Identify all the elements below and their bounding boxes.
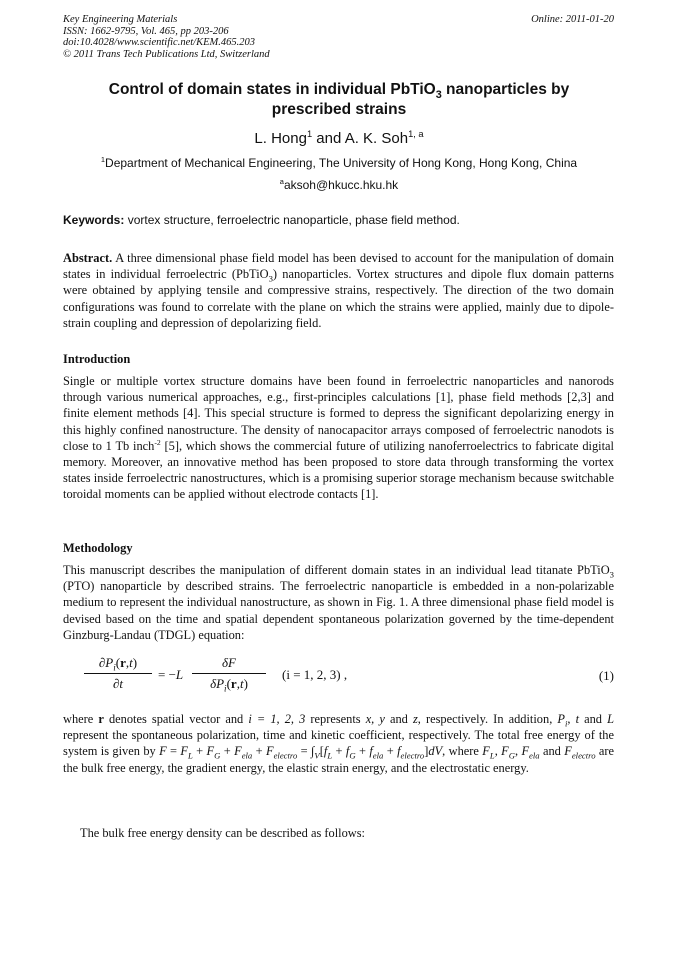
online-date: Online: 2011-01-20 bbox=[531, 14, 614, 25]
affiliation: $^1$Department of Mechanical Engineering, The University of Hong Kong, Hong Kong, China bbox=[100, 155, 578, 170]
doi-line: doi:10.4028/www.scientific.net/KEM.465.203 bbox=[63, 37, 255, 49]
abstract-label: Abstract. bbox=[63, 251, 113, 265]
introduction-body: Single or multiple vortex structure domains have been found in ferroelectric nanoparticles and nanorods through various numerical approaches, e.g., first-principles calculations [1], phase field methods [2,3] and finite element methods [4]. This special structure is formed to depress the significant depolarizing energy in this highly confined nanostructure. The density of nanocapacitor arrays composed of ferroelectric nanodots is close to 1 Tb inch$^{-2}$ [5], which shows the commercial future of utilizing nanoferroelectrics to fabricate digital memory. Moreover, an innovative method has been proposed to store data through transforming the vortex states inside ferroelectric nanostructures, which is a promising superior storage mechanism because switchable toroidal moments can be applied without electrode contacts [1]. bbox=[63, 374, 614, 502]
copyright-line: © 2011 Trans Tech Publications Ltd, Switzerland bbox=[63, 48, 270, 60]
author-soh: A. K. Soh bbox=[344, 130, 409, 147]
abstract: Abstract. A three dimensional phase field model has been devised to account for the manipulation of domain states in individual ferroelectric (PbTiO$_3$) nanoparticles. Vortex structures and dipole flux domain patterns were obtained by applying tensile and compressive strains, respectively. The direction of the two domain configurations was found to correlate with the plane on which the strains were applied, mainly due to dipole-strain coupling and depression of depolarizing field. bbox=[63, 251, 614, 330]
header-meta bbox=[63, 14, 270, 60]
methodology-paragraph-3: The bulk free energy density can be described as follows: bbox=[80, 826, 366, 840]
methodology-paragraph-1: This manuscript describes the manipulation of different domain states in an individual lead titanate PbTiO$_3$ (PTO) nanoparticle by described strains. The ferroelectric nanoparticle is embedded in a non-polarizable medium to represent the individual nanostructure, as shown in Fig. 1. A three dimensional phase field model is devised based on the time and spatial dependent spontaneous polarization governed by the time-dependent Ginzburg-Landau (TDGL) equation: bbox=[63, 563, 614, 642]
methodology-paragraph-2: where r denotes spatial vector and i = 1, 2, 3 represents x, y and z, respectively. In addition, $P_i$, t and L represent the spontaneous polarization, time and kinetic coefficient, respectively. The total free energy of the system is given by $F = F_L + F_G + F_{ela} + F_{electro} = \int_V[f_L + f_G + f_{ela} + f_{electro}]dV$, where $F_L$, $F_G$, $F_{ela}$ and $F_{electro}$ are the bulk free energy, the gradient energy, the elastic strain energy, and the electrostatic energy. bbox=[63, 712, 615, 775]
keywords-label: Keywords: bbox=[63, 213, 125, 227]
methodology-heading: Methodology bbox=[63, 541, 133, 555]
equation-range: (i = 1, 2, 3) , bbox=[282, 667, 348, 682]
paper-title: Control of domain states in individual PbTiO$_3$ nanoparticles by prescribed strains bbox=[108, 81, 570, 118]
issn-line: ISSN: 1662-9795, Vol. 465, pp 203-206 bbox=[63, 25, 229, 37]
author-hong: L. Hong bbox=[254, 130, 307, 147]
equation-number: (1) bbox=[598, 668, 614, 683]
author-email: $^a$aksoh@hkucc.hku.hk bbox=[279, 177, 399, 192]
tdgl-equation: $\frac{\partial P_i(r,t)}{\partial t}$ = −L δF $\delta P_i(r,t)$ (i = 1, 2, 3) , (1) bbox=[84, 655, 614, 697]
introduction-heading: Introduction bbox=[63, 352, 131, 366]
author-list: L. Hong$^1$ and A. K. Soh$^{1, a}$ bbox=[254, 129, 424, 147]
journal-name: Key Engineering Materials bbox=[63, 14, 178, 25]
keywords: Keywords: vortex structure, ferroelectric nanoparticle, phase field method. bbox=[63, 213, 460, 227]
